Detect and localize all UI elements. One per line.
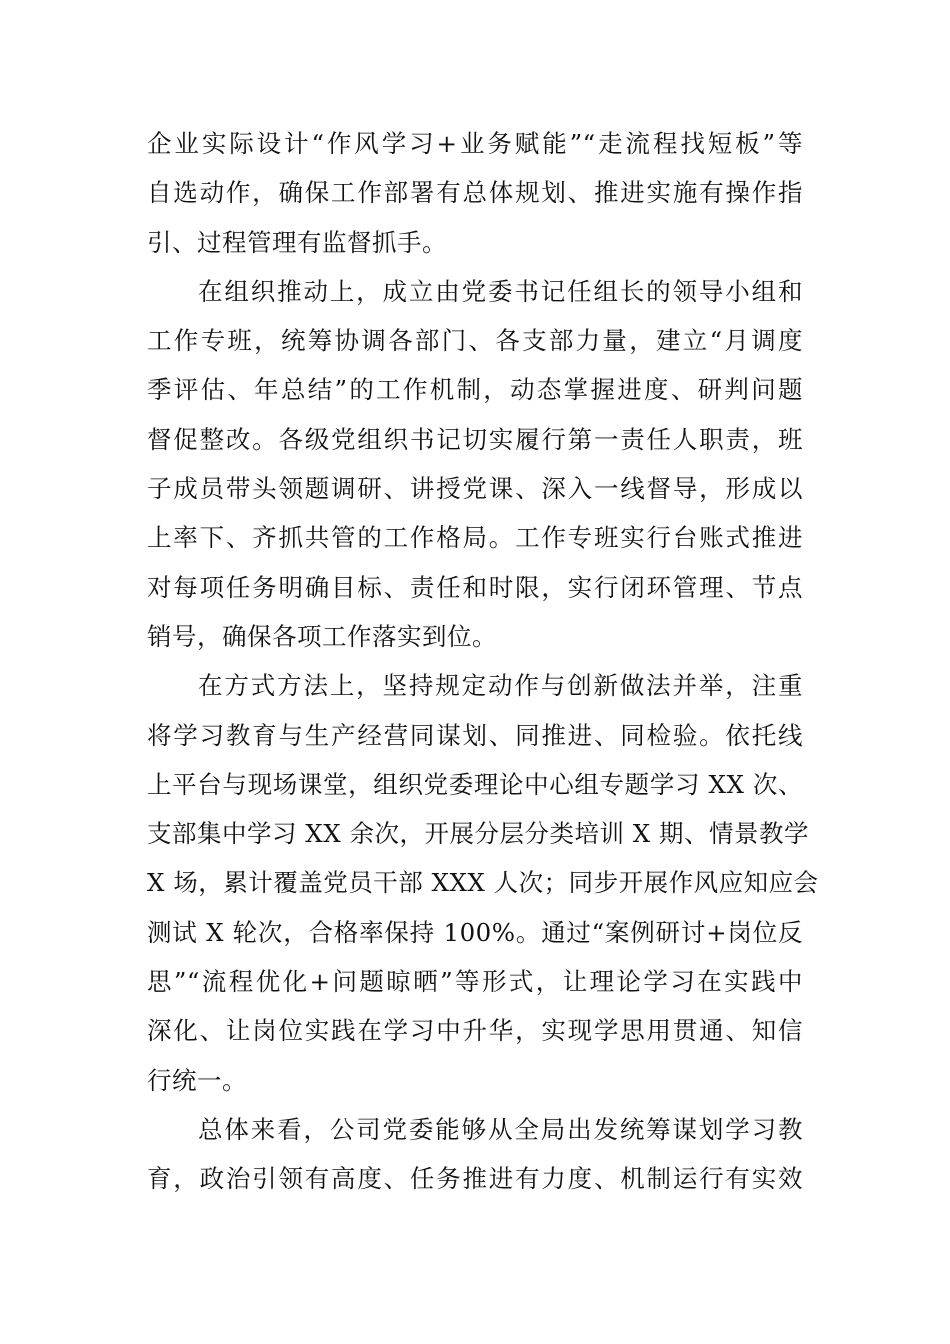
- text-line: 销号，确保各项工作落实到位。: [147, 621, 497, 651]
- text-line: X 场，累计覆盖党员干部 XXX 人次；同步开展作风应知应会: [147, 868, 819, 898]
- text-line: 育，政治引领有高度、任务推进有力度、机制运行有实效: [147, 1164, 803, 1194]
- document-body: [147, 119, 819, 1204]
- paragraph: [147, 1105, 803, 1204]
- text-line: 在组织推动上，成立由党委书记任组长的领导小组和: [198, 276, 803, 306]
- text-line: 在方式方法上，坚持规定动作与创新做法并举，注重: [198, 671, 803, 701]
- text-line: 自选动作，确保工作部署有总体规划、推进实施有操作指: [147, 178, 803, 208]
- text-line: 测试 X 轮次，合格率保持 100%。通过“案例研讨+岗位反: [147, 917, 803, 947]
- text-line: 深化、让岗位实践在学习中升华，实现学思用贯通、知信: [147, 1016, 803, 1046]
- text-line: 将学习教育与生产经营同谋划、同推进、同检验。依托线: [147, 720, 803, 750]
- paragraph: [147, 267, 803, 661]
- text-line: 上率下、齐抓共管的工作格局。工作专班实行台账式推进: [147, 523, 803, 553]
- text-line: 季评估、年总结”的工作机制，动态掌握进度、研判问题: [147, 375, 803, 405]
- paragraph: [147, 119, 803, 267]
- text-line: 支部集中学习 XX 余次，开展分层分类培训 X 期、情景教学: [147, 819, 809, 849]
- text-line: 总体来看，公司党委能够从全局出发统筹谋划学习教: [198, 1114, 803, 1144]
- text-line: 行统一。: [147, 1065, 247, 1095]
- paragraph: [147, 661, 819, 1105]
- text-line: 子成员带头领题调研、讲授党课、深入一线督导，形成以: [147, 474, 803, 504]
- text-line: 企业实际设计“作风学习+业务赋能”“走流程找短板”等: [147, 129, 803, 158]
- text-line: 对每项任务明确目标、责任和时限，实行闭环管理、节点: [147, 572, 803, 602]
- text-line: 思”“流程优化+问题晾晒”等形式，让理论学习在实践中: [147, 967, 803, 997]
- text-line: 工作专班，统筹协调各部门、各支部力量，建立“月调度: [147, 326, 803, 356]
- text-line: 督促整改。各级党组织书记切实履行第一责任人职责，班: [147, 424, 803, 454]
- text-line: 上平台与现场课堂，组织党委理论中心组专题学习 XX 次、: [147, 769, 803, 799]
- text-line: 引、过程管理有监督抓手。: [147, 227, 447, 257]
